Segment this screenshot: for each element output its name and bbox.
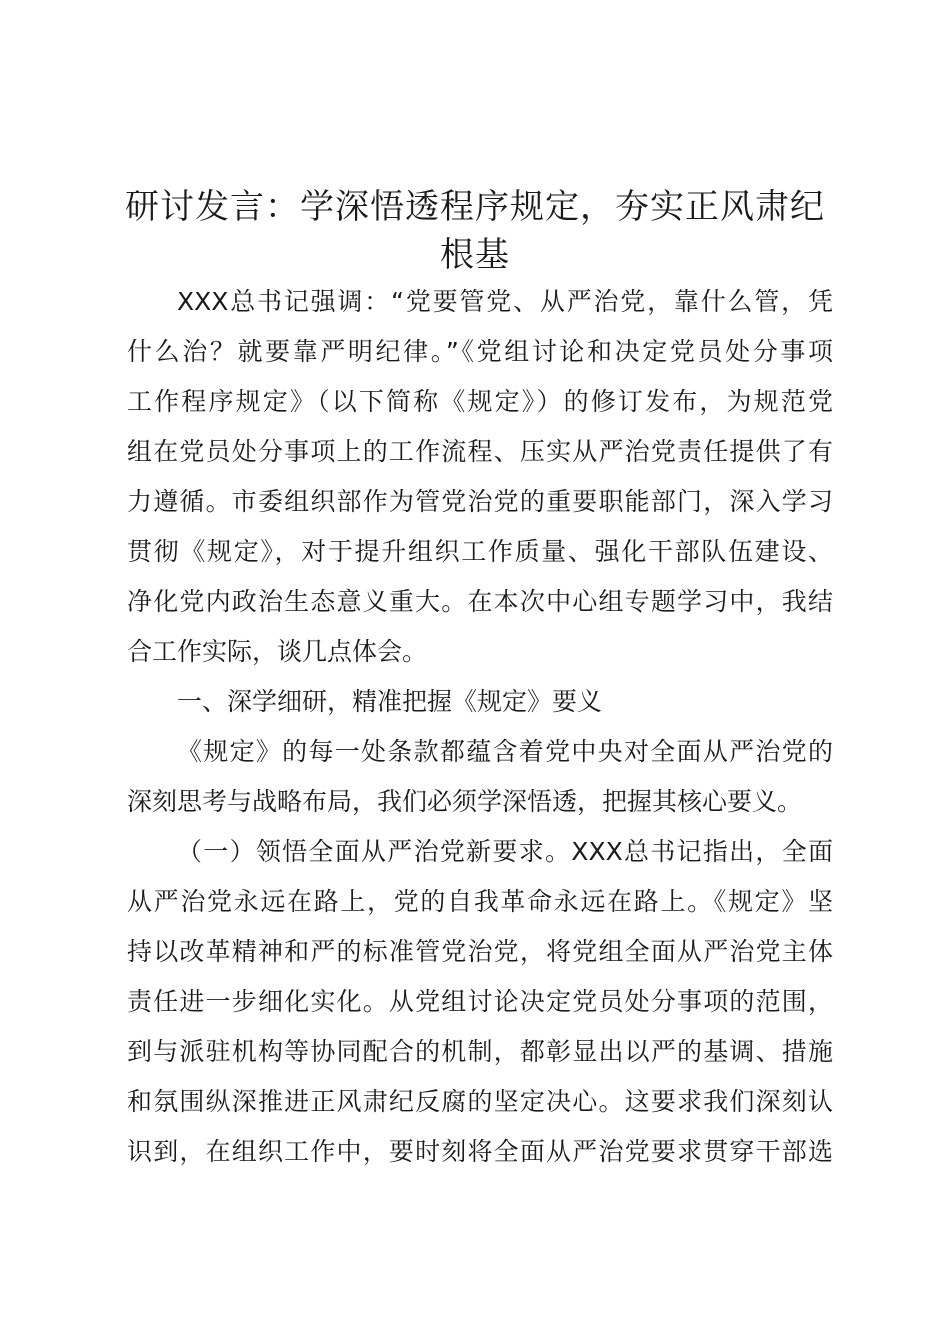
document-title-line-2: 根基 (440, 235, 510, 275)
paragraph-3-line: 从严治党永远在路上，党的自我革命永远在路上。《规定》坚 (127, 887, 833, 916)
paragraph-1-line: 什么治？就要靠严明纪律。”《党组讨论和决定党员处分事项 (127, 337, 833, 366)
paragraph-1-line: 工作程序规定》（以下简称《规定》）的修订发布，为规范党 (127, 387, 833, 416)
section-heading-1: 一、深学细研，精准把握《规定》要义 (177, 687, 603, 716)
paragraph-3-line: 识到，在组织工作中，要时刻将全面从严治党要求贯穿干部选 (127, 1137, 833, 1166)
paragraph-3-line: 责任进一步细化实化。从党组讨论决定党员处分事项的范围， (127, 987, 833, 1016)
document-title-line-1: 研讨发言：学深悟透程序规定，夯实正风肃纪 (125, 187, 825, 227)
paragraph-3-line: （一）领悟全面从严治党新要求。XXX总书记指出，全面 (177, 837, 833, 866)
paragraph-2-line: 深刻思考与战略布局，我们必须学深悟透，把握其核心要义。 (127, 787, 803, 816)
paragraph-1-line: 力遵循。市委组织部作为管党治党的重要职能部门，深入学习 (127, 487, 833, 516)
paragraph-2-line: 《规定》的每一处条款都蕴含着党中央对全面从严治党的 (177, 737, 833, 766)
paragraph-1-line: XXX总书记强调：“党要管党、从严治党，靠什么管，凭 (177, 287, 833, 316)
paragraph-1-line: 净化党内政治生态意义重大。在本次中心组专题学习中，我结 (127, 587, 833, 616)
paragraph-1-line: 合工作实际，谈几点体会。 (127, 637, 428, 666)
paragraph-1-line: 组在党员处分事项上的工作流程、压实从严治党责任提供了有 (127, 437, 833, 466)
paragraph-3-line: 到与派驻机构等协同配合的机制，都彰显出以严的基调、措施 (127, 1037, 833, 1066)
paragraph-1-line: 贯彻《规定》，对于提升组织工作质量、强化干部队伍建设、 (127, 537, 833, 566)
paragraph-3-line: 和氛围纵深推进正风肃纪反腐的坚定决心。这要求我们深刻认 (127, 1087, 833, 1116)
paragraph-3-line: 持以改革精神和严的标准管党治党，将党组全面从严治党主体 (127, 937, 833, 966)
